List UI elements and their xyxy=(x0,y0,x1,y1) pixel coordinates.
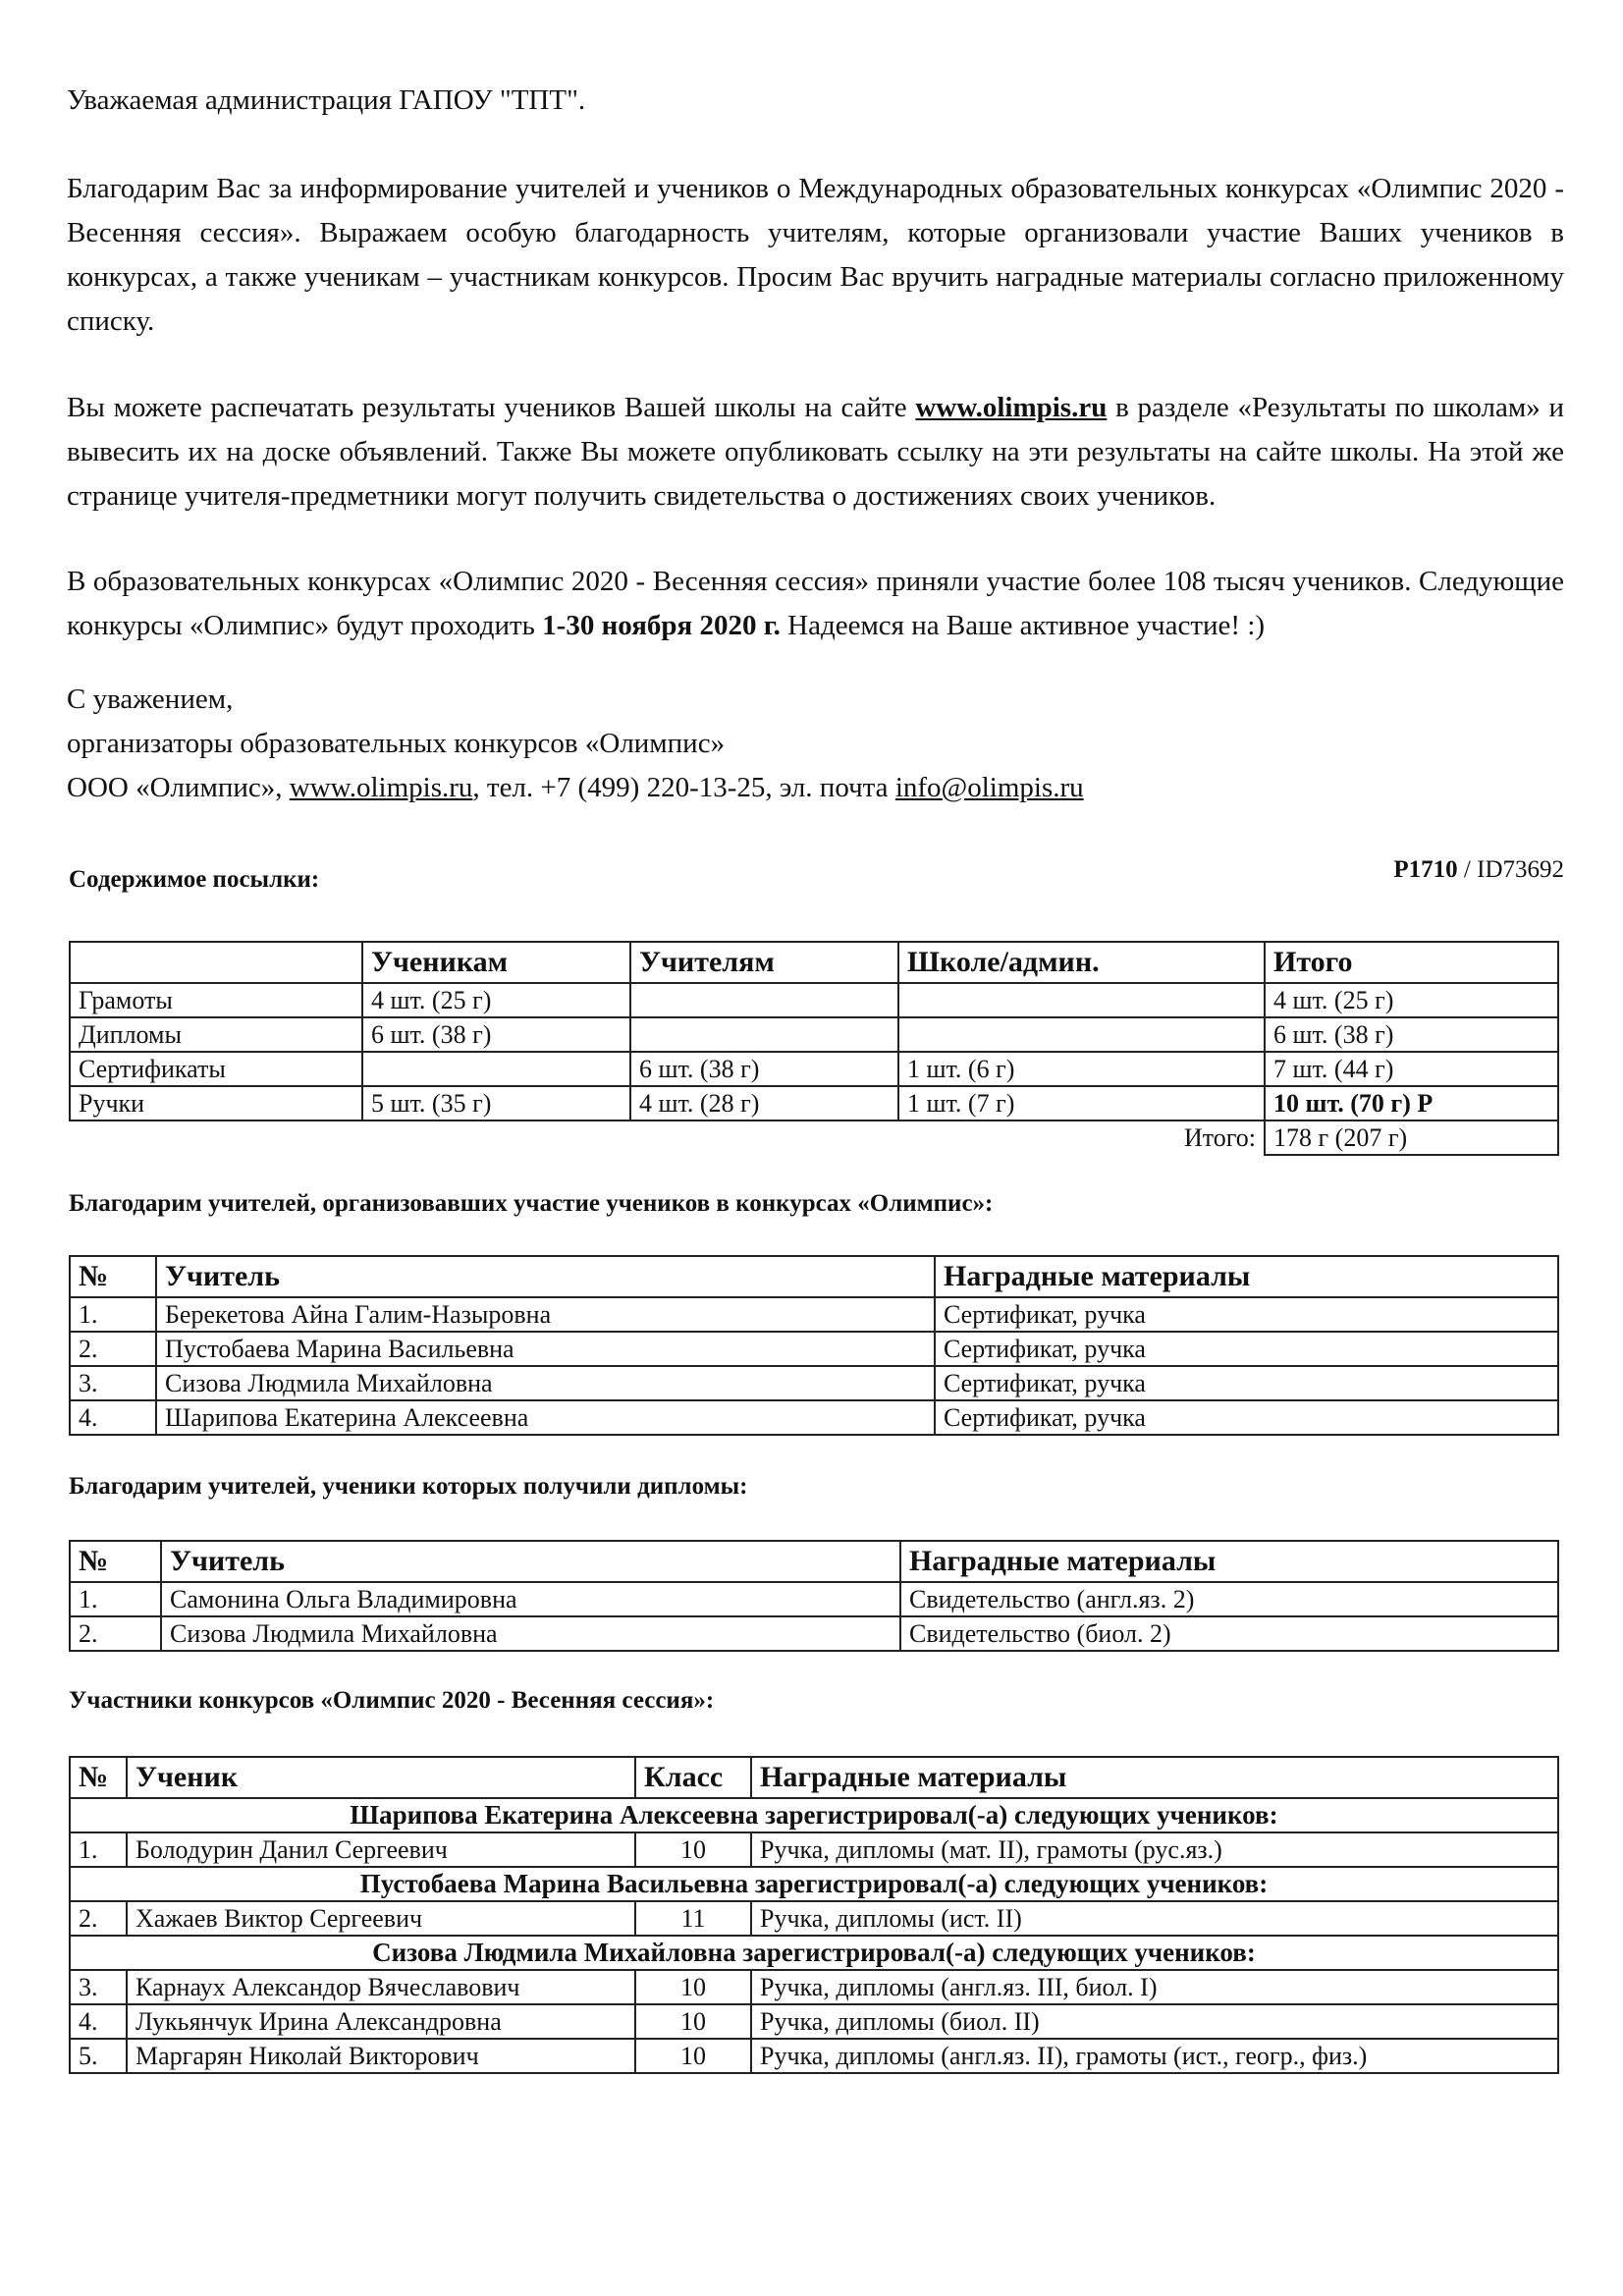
package-ref-code: P1710 xyxy=(1393,856,1458,883)
cell: Ручка, дипломы (биол. II) xyxy=(751,2004,1558,2039)
cell xyxy=(898,983,1265,1017)
total-label: Итого: xyxy=(70,1121,1265,1155)
cell: Болодурин Данил Сергеевич xyxy=(127,1832,635,1867)
total-row xyxy=(70,1121,1558,1155)
table-row xyxy=(70,2039,1558,2073)
column-header: Ученик xyxy=(127,1757,635,1798)
next-contest-dates: 1-30 ноября 2020 г. xyxy=(542,610,781,641)
table-row xyxy=(70,1017,1558,1052)
cell: 2. xyxy=(70,1901,127,1936)
cell: 3. xyxy=(70,1970,127,2004)
cell xyxy=(630,1017,898,1052)
participants-table xyxy=(69,1756,1559,2074)
signature-line-2: организаторы образовательных конкурсов «Олимпис» xyxy=(67,728,726,759)
table-row xyxy=(70,1832,1558,1867)
cell: Грамоты xyxy=(70,983,362,1017)
table-row xyxy=(70,1052,1558,1086)
cell: 1 шт. (7 г) xyxy=(898,1086,1265,1121)
cell: Сизова Людмила Михайловна xyxy=(161,1616,900,1651)
table-row xyxy=(70,1616,1558,1651)
cell: Ручка, дипломы (англ.яз. II), грамоты (ист., геогр., физ.) xyxy=(751,2039,1558,2073)
cell: 5 шт. (35 г) xyxy=(362,1086,630,1121)
column-header xyxy=(70,942,362,983)
company-name: ООО «Олимпис», xyxy=(67,772,290,803)
cell xyxy=(630,983,898,1017)
cell: 1. xyxy=(70,1582,161,1616)
column-header: № xyxy=(70,1256,156,1297)
cell: 6 шт. (38 г) xyxy=(630,1052,898,1086)
group-header: Сизова Людмила Михайловна зарегистрировал(-а) следующих учеников: xyxy=(70,1936,1558,1970)
table-header-row xyxy=(70,942,1558,983)
cell: 1. xyxy=(70,1297,156,1332)
column-header: Учитель xyxy=(161,1541,900,1582)
column-header: Наградные материалы xyxy=(900,1541,1558,1582)
signature-website-link[interactable]: www.olimpis.ru xyxy=(289,772,473,803)
cell: 10 xyxy=(635,2004,751,2039)
package-ref-id: / ID73692 xyxy=(1457,856,1564,883)
cell: Ручки xyxy=(70,1086,362,1121)
group-header-row xyxy=(70,1936,1558,1970)
cell: Хажаев Виктор Сергеевич xyxy=(127,1901,635,1936)
cell: 4 шт. (28 г) xyxy=(630,1086,898,1121)
cell: 11 xyxy=(635,1901,751,1936)
cell: Ручка, дипломы (англ.яз. III, биол. I) xyxy=(751,1970,1558,2004)
cell: Свидетельство (биол. 2) xyxy=(900,1616,1558,1651)
column-header: Наградные материалы xyxy=(751,1757,1558,1798)
group-header: Шарипова Екатерина Алексеевна зарегистрировал(-а) следующих учеников: xyxy=(70,1798,1558,1832)
cell: Сертификат, ручка xyxy=(935,1297,1558,1332)
cell: 10 xyxy=(635,1970,751,2004)
column-header: Наградные материалы xyxy=(935,1256,1558,1297)
cell: Сертификат, ручка xyxy=(935,1332,1558,1366)
table-row xyxy=(70,1366,1558,1400)
cell: Ручка, дипломы (мат. II), грамоты (рус.яз.) xyxy=(751,1832,1558,1867)
table-header-row xyxy=(70,1757,1558,1798)
table-row xyxy=(70,1970,1558,2004)
cell: Сертификат, ручка xyxy=(935,1366,1558,1400)
cell: Маргарян Николай Викторович xyxy=(127,2039,635,2073)
cell: Свидетельство (англ.яз. 2) xyxy=(900,1582,1558,1616)
table-row xyxy=(70,1400,1558,1435)
column-header: Ученикам xyxy=(362,942,630,983)
contact-phone: , тел. +7 (499) 220-13-25, эл. почта xyxy=(472,772,895,803)
cell: 10 xyxy=(635,1832,751,1867)
cell: Шарипова Екатерина Алексеевна xyxy=(156,1400,935,1435)
cell: Карнаух Александор Вячеславович xyxy=(127,1970,635,2004)
cell: 1. xyxy=(70,1832,127,1867)
table-header-row xyxy=(70,1256,1558,1297)
column-header: Класс xyxy=(635,1757,751,1798)
teachers-table xyxy=(69,1255,1559,1436)
cell: 2. xyxy=(70,1616,161,1651)
cell: 4. xyxy=(70,1400,156,1435)
para3-text-a: В образовательных конкурсах «Олимпис 2020 - Весенняя сессия» приняли участие более 108 тысяч учеников. Следующие конкурсы «Олимпис» будут проходить xyxy=(67,566,1564,641)
website-link[interactable]: www.olimpis.ru xyxy=(915,392,1108,423)
table-row xyxy=(70,1582,1558,1616)
column-header: № xyxy=(70,1541,161,1582)
table-row xyxy=(70,1901,1558,1936)
cell: Дипломы xyxy=(70,1017,362,1052)
paragraph-thanks: Благодарим Вас за информирование учителей и учеников о Международных образовательных конкурсах «Олимпис 2020 - Весенняя сессия». Выражаем особую благодарность учителям, которые организовали участие Ваших учеников в конкурсах, а также ученикам – участникам конкурсов. Просим Вас вручить наградные материалы согласно приложенному списку. xyxy=(67,173,1564,337)
table-row xyxy=(70,2004,1558,2039)
table-row xyxy=(70,1086,1558,1121)
cell: Лукьянчук Ирина Александровна xyxy=(127,2004,635,2039)
cell xyxy=(898,1017,1265,1052)
para2-text-a: Вы можете распечатать результаты учеников Вашей школы на сайте xyxy=(67,392,916,423)
cell: 4 шт. (25 г) xyxy=(1265,983,1558,1017)
cell: 10 xyxy=(635,2039,751,2073)
cell: Пустобаева Марина Васильевна xyxy=(156,1332,935,1366)
cell: 6 шт. (38 г) xyxy=(1265,1017,1558,1052)
paragraph-next-contest xyxy=(67,560,1564,648)
cell: Самонина Ольга Владимировна xyxy=(161,1582,900,1616)
diploma-teachers-heading: Благодарим учителей, ученики которых получили дипломы: xyxy=(69,1473,748,1500)
cell: Сертификаты xyxy=(70,1052,362,1086)
cell: Сертификат, ручка xyxy=(935,1400,1558,1435)
cell: 4. xyxy=(70,2004,127,2039)
email-link[interactable]: info@olimpis.ru xyxy=(894,772,1084,803)
cell: 7 шт. (44 г) xyxy=(1265,1052,1558,1086)
cell: Берекетова Айна Галим-Назыровна xyxy=(156,1297,935,1332)
cell: 3. xyxy=(70,1366,156,1400)
cell: 6 шт. (38 г) xyxy=(362,1017,630,1052)
group-header-row xyxy=(70,1867,1558,1901)
cell: 2. xyxy=(70,1332,156,1366)
table-row xyxy=(70,1332,1558,1366)
group-header-row xyxy=(70,1798,1558,1832)
paragraph-results xyxy=(67,386,1564,519)
cell: Ручка, дипломы (ист. II) xyxy=(751,1901,1558,1936)
column-header: Учителям xyxy=(630,942,898,983)
signature-line-1: С уважением, xyxy=(67,683,234,715)
table-row xyxy=(70,983,1558,1017)
package-reference xyxy=(1393,856,1564,884)
cell: 4 шт. (25 г) xyxy=(362,983,630,1017)
diploma-teachers-table xyxy=(69,1540,1559,1652)
table-row xyxy=(70,1297,1558,1332)
table-header-row xyxy=(70,1541,1558,1582)
package-table xyxy=(69,941,1559,1156)
cell: Сизова Людмила Михайловна xyxy=(156,1366,935,1400)
participants-heading: Участники конкурсов «Олимпис 2020 - Весенняя сессия»: xyxy=(69,1687,715,1714)
signature-line-3 xyxy=(67,766,1084,810)
package-heading: Содержимое посылки: xyxy=(69,866,320,893)
signature-block xyxy=(67,678,1084,810)
column-header: № xyxy=(70,1757,127,1798)
column-header: Учитель xyxy=(156,1256,935,1297)
group-header: Пустобаева Марина Васильевна зарегистрировал(-а) следующих учеников: xyxy=(70,1867,1558,1901)
total-value: 178 г (207 г) xyxy=(1265,1121,1558,1155)
cell: 10 шт. (70 г) Р xyxy=(1265,1086,1558,1121)
greeting: Уважаемая администрация ГАПОУ "ТПТ". xyxy=(67,84,586,116)
para3-text-b: Надеемся на Ваше активное участие! :) xyxy=(780,610,1266,641)
column-header: Школе/админ. xyxy=(898,942,1265,983)
teachers-heading: Благодарим учителей, организовавших участие учеников в конкурсах «Олимпис»: xyxy=(69,1190,994,1217)
para2-text-b: в разделе «Результаты по школам» и вывесить их на доске объявлений. Также Вы можете опубликовать ссылку на эти результаты на сайте школы. На этой же странице учителя-предметники могут получить свидетельства о достижениях своих учеников. xyxy=(67,392,1564,512)
cell xyxy=(362,1052,630,1086)
cell: 1 шт. (6 г) xyxy=(898,1052,1265,1086)
cell: 5. xyxy=(70,2039,127,2073)
column-header: Итого xyxy=(1265,942,1558,983)
